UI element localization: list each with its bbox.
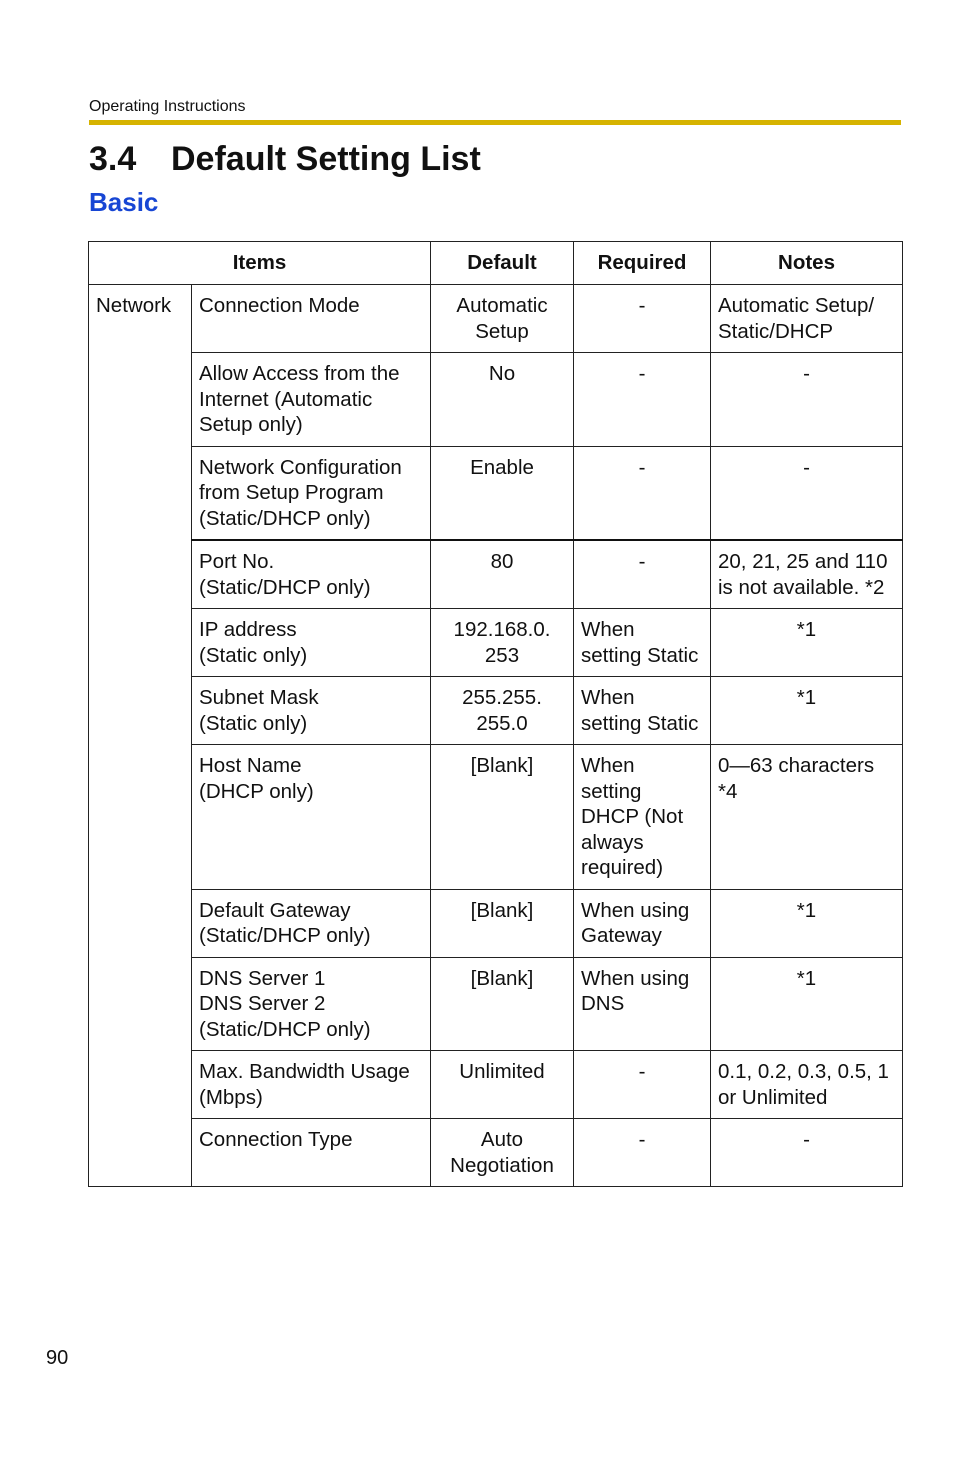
table-row: [89, 1119, 903, 1187]
cell-notes: [711, 1119, 903, 1187]
cell-notes: [711, 957, 903, 1051]
cell-required: [574, 1119, 711, 1187]
cell-default: [431, 889, 574, 957]
cell-notes: [711, 889, 903, 957]
required-line: -: [638, 362, 646, 385]
cell-notes: [711, 677, 903, 745]
notes-line: Static/DHCP: [718, 319, 834, 343]
cell-notes: [711, 1051, 903, 1119]
column-header-items: Items: [89, 242, 431, 285]
cell-required: [574, 285, 711, 353]
default-line: [Blank]: [470, 898, 534, 922]
item-line: (Static/DHCP only): [199, 575, 371, 599]
section-number: 3.4: [89, 140, 137, 178]
notes-line: 0—63 characters: [718, 754, 875, 777]
default-settings-table: [88, 241, 903, 1187]
required-line: When: [581, 686, 635, 709]
item-line: (Mbps): [199, 1085, 263, 1109]
item-line: Port No.: [199, 550, 275, 573]
cell-default: [431, 1119, 574, 1187]
cell-item: [192, 957, 431, 1051]
notes-line: -: [803, 362, 810, 385]
default-line: [Blank]: [470, 754, 534, 777]
notes-line: *1: [796, 966, 817, 990]
item-line: (Static only): [199, 711, 308, 735]
cell-notes: [711, 285, 903, 353]
default-line: 80: [490, 550, 514, 573]
table-row: [89, 957, 903, 1051]
cell-default: [431, 1051, 574, 1119]
item-line: Internet (Automatic: [199, 387, 373, 411]
notes-line: -: [803, 455, 810, 479]
default-line: 255.0: [476, 711, 528, 735]
cell-notes: [711, 446, 903, 540]
notes-line: *1: [796, 686, 817, 709]
table-row: [89, 677, 903, 745]
cell-notes: [711, 353, 903, 447]
default-line: 255.255.: [462, 686, 542, 709]
item-line: IP address: [199, 618, 297, 641]
notes-line: *1: [796, 898, 817, 922]
default-line: No: [488, 362, 516, 385]
page-title: [89, 140, 481, 179]
item-line: Network Configuration: [199, 455, 402, 479]
cell-required: [574, 353, 711, 447]
cell-required: [574, 745, 711, 890]
required-line: always: [581, 830, 644, 854]
cell-default: [431, 540, 574, 609]
table-row: [89, 745, 903, 890]
header-rule: [89, 120, 901, 125]
table-row: [89, 446, 903, 540]
item-line: Allow Access from the: [199, 362, 400, 385]
table-row: [89, 353, 903, 447]
cell-item: [192, 1051, 431, 1119]
group-cell-network: Network: [89, 285, 192, 1187]
required-line: DHCP (Not: [581, 805, 684, 828]
cell-notes: [711, 745, 903, 890]
table-row: [89, 1051, 903, 1119]
table-row: [89, 540, 903, 609]
cell-item: [192, 889, 431, 957]
cell-required: [574, 446, 711, 540]
notes-line: -: [803, 1128, 810, 1151]
item-line: (Static/DHCP only): [199, 924, 371, 947]
required-line: -: [638, 1128, 646, 1151]
item-line: (Static only): [199, 643, 308, 667]
item-line: Max. Bandwidth Usage: [199, 1060, 410, 1083]
running-header: Operating Instructions: [89, 98, 246, 115]
notes-line: 0.1, 0.2, 0.3, 0.5, 1: [718, 1060, 889, 1083]
notes-line: *1: [796, 618, 817, 641]
required-line: setting Static: [581, 643, 699, 667]
item-line: DNS Server 1: [199, 966, 326, 990]
section-subtitle: Basic: [89, 187, 159, 217]
cell-required: [574, 889, 711, 957]
item-line: Default Gateway: [199, 898, 351, 922]
cell-default: [431, 285, 574, 353]
default-line: Auto: [480, 1128, 524, 1151]
column-header-default: Default: [431, 242, 574, 285]
required-line: When: [581, 754, 635, 777]
cell-required: [574, 677, 711, 745]
cell-default: [431, 677, 574, 745]
default-line: 253: [484, 643, 520, 667]
default-line: Negotiation: [450, 1153, 554, 1177]
default-line: Automatic: [456, 294, 548, 317]
cell-item: [192, 609, 431, 677]
cell-default: [431, 609, 574, 677]
table-row: [89, 889, 903, 957]
notes-line: 20, 21, 25 and 110: [718, 550, 888, 573]
required-line: -: [638, 1060, 646, 1083]
required-line: setting: [581, 779, 642, 803]
cell-item: [192, 745, 431, 890]
cell-default: [431, 957, 574, 1051]
cell-item: [192, 285, 431, 353]
required-line: -: [638, 455, 646, 479]
cell-notes: [711, 540, 903, 609]
item-line: Setup only): [199, 413, 303, 436]
cell-required: [574, 609, 711, 677]
table-body: [89, 285, 903, 1187]
default-line: Enable: [470, 455, 534, 479]
cell-required: [574, 1051, 711, 1119]
required-line: -: [638, 294, 646, 317]
table-row: [89, 609, 903, 677]
notes-line: or Unlimited: [718, 1085, 828, 1109]
item-line: Connection Type: [199, 1128, 353, 1151]
required-line: -: [638, 550, 646, 573]
item-line: Subnet Mask: [199, 686, 319, 709]
required-line: Gateway: [581, 924, 662, 947]
notes-line: is not available. *2: [718, 575, 885, 599]
cell-item: [192, 1119, 431, 1187]
cell-item: [192, 677, 431, 745]
default-line: Unlimited: [459, 1060, 545, 1083]
required-line: setting Static: [581, 711, 699, 735]
item-line: from Setup Program: [199, 481, 384, 504]
page-number: 90: [46, 1347, 69, 1369]
cell-item: [192, 353, 431, 447]
column-header-notes: Notes: [711, 242, 903, 285]
required-line: When using: [581, 966, 690, 990]
section-title: Default Setting List: [171, 140, 481, 178]
table-header-row: [89, 242, 903, 285]
item-line: DNS Server 2: [199, 992, 326, 1015]
cell-notes: [711, 609, 903, 677]
item-line: (Static/DHCP only): [199, 506, 371, 530]
cell-item: [192, 540, 431, 609]
cell-default: [431, 353, 574, 447]
cell-default: [431, 446, 574, 540]
cell-default: [431, 745, 574, 890]
cell-required: [574, 540, 711, 609]
item-line: Host Name: [199, 754, 302, 777]
default-line: 192.168.0.: [453, 618, 551, 641]
item-line: Connection Mode: [199, 294, 360, 317]
column-header-required: Required: [574, 242, 711, 285]
notes-line: Automatic Setup/: [718, 294, 875, 317]
cell-required: [574, 957, 711, 1051]
item-line: (DHCP only): [199, 779, 314, 803]
cell-item: [192, 446, 431, 540]
required-line: required): [581, 856, 664, 879]
table-row: [89, 285, 903, 353]
item-line: (Static/DHCP only): [199, 1017, 371, 1041]
required-line: When: [581, 618, 635, 641]
required-line: DNS: [581, 992, 625, 1015]
default-line: [Blank]: [470, 966, 534, 990]
notes-line: *4: [718, 779, 738, 803]
default-line: Setup: [475, 319, 529, 343]
required-line: When using: [581, 898, 690, 922]
